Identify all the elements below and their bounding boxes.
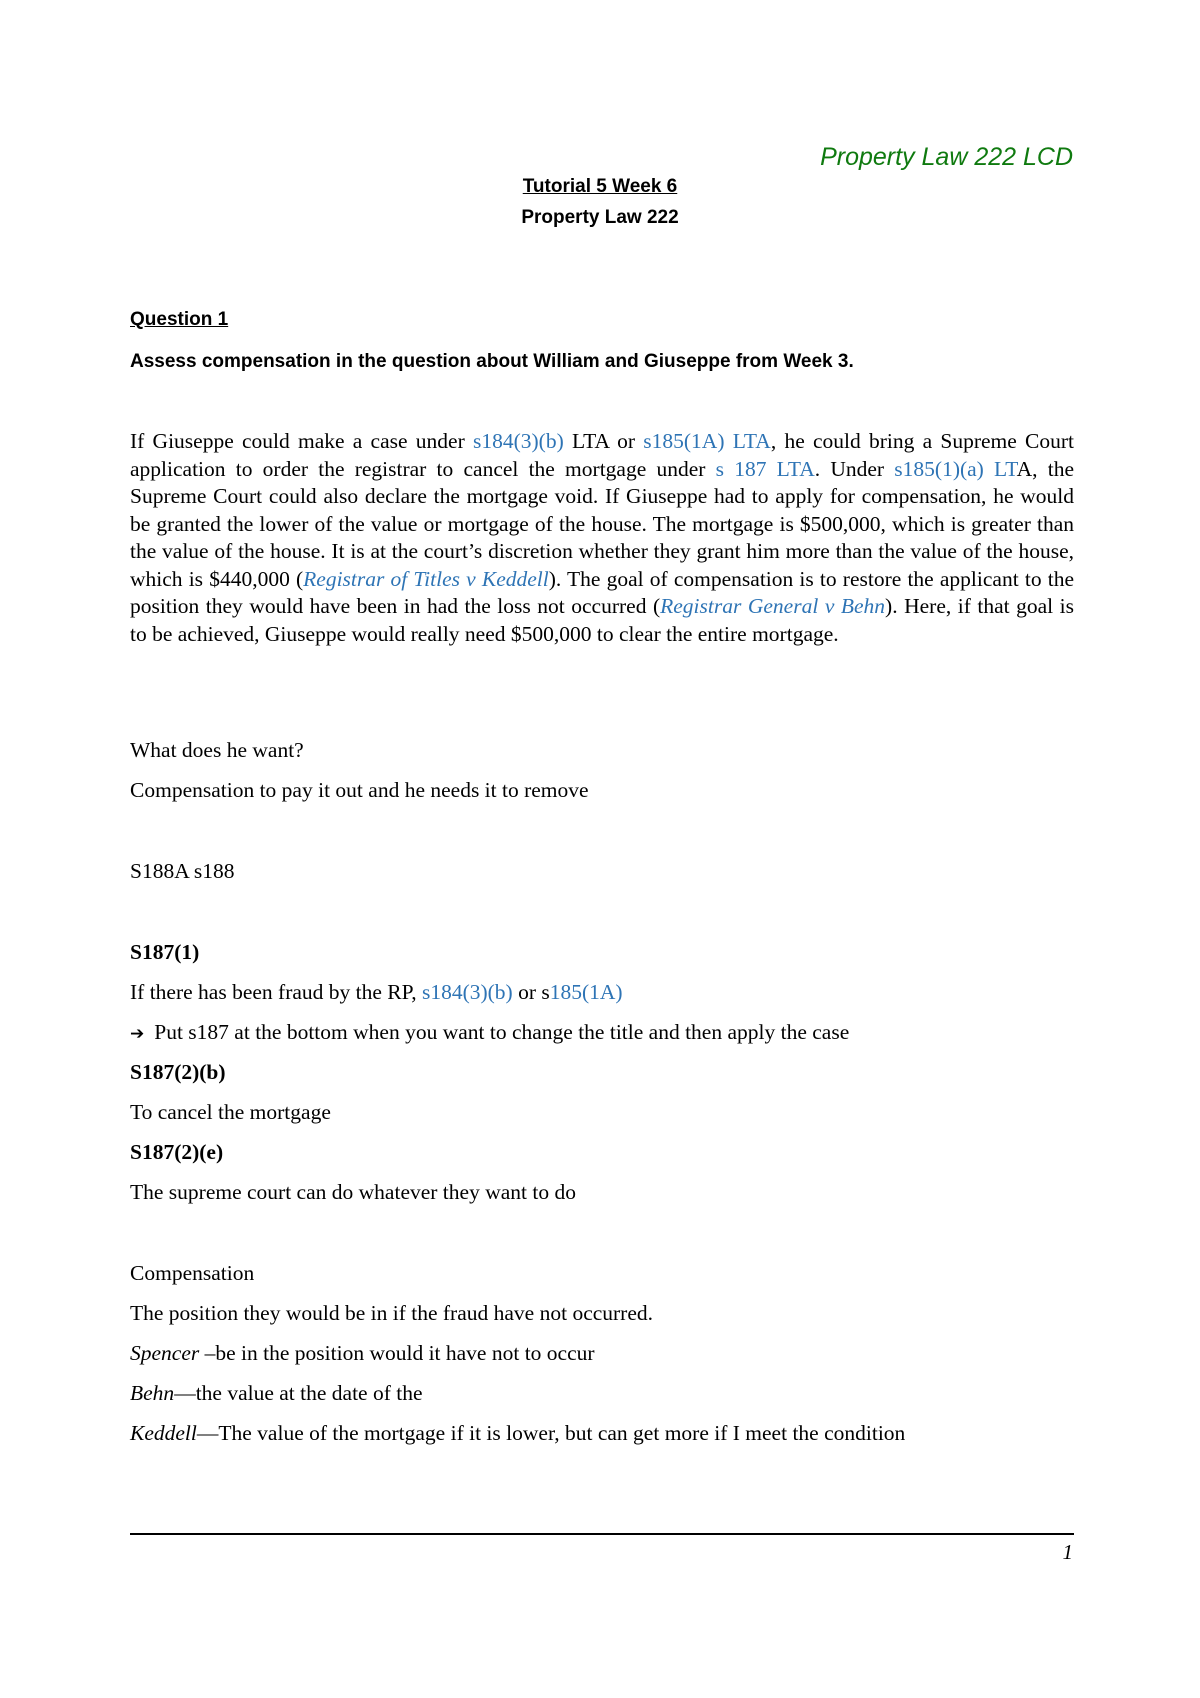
note-text: –be in the position would it have not to occur xyxy=(204,1341,595,1365)
statute-link[interactable]: s185(1A) LTA xyxy=(643,429,771,453)
case-name: Keddell xyxy=(130,1421,197,1445)
note-text: To cancel the mortgage xyxy=(130,1100,331,1124)
note-fraud xyxy=(130,980,623,1005)
question-prompt: Assess compensation in the question about William and Giuseppe from Week 3. xyxy=(130,351,854,372)
answer-text: ). Here, if that goal is to be achieved, Giuseppe would really need $500,000 to clear the entire mortgage. xyxy=(130,594,1074,646)
arrow-bullet-icon: ➔ xyxy=(130,1024,145,1044)
document-subtitle: Property Law 222 xyxy=(521,207,679,228)
answer-text: A, the Supreme Court could also declare the mortgage void. If Giuseppe had to apply for compensation, he would be granted the lower of the value or mortgage of the house. The mortgage is $500,000, which is greater than the value of the house. It is at the court’s discretion whether they grant him more than the value of the house, which is $440,000 ( xyxy=(130,456,1075,591)
case-note-spencer xyxy=(130,1341,595,1366)
answer-text: ). The goal of compensation is to restore the applicant to the position they would have been in had the loss not occurred ( xyxy=(130,566,1074,618)
statute-link[interactable]: s184(3)(b) xyxy=(421,980,513,1004)
page-number: 1 xyxy=(1062,1540,1073,1564)
case-link[interactable]: Registrar of Titles v Keddell xyxy=(303,566,549,591)
note-text: or s xyxy=(512,980,550,1004)
question-heading: Question 1 xyxy=(130,309,229,330)
section-heading-s187-2b: S187(2)(b) xyxy=(130,1060,226,1084)
compensation-heading: Compensation xyxy=(130,1261,255,1285)
note-answer: Compensation to pay it out and he needs it to remove xyxy=(130,778,589,802)
answer-text: LTA or xyxy=(563,429,644,453)
statute-link[interactable]: 185(1A) xyxy=(549,980,623,1004)
answer-text: , he could bring a Supreme Court application to order the registrar to cancel the mortgage under xyxy=(130,429,1074,481)
section-heading-s187-2e: S187(2)(e) xyxy=(130,1140,224,1164)
note-question: What does he want? xyxy=(130,738,304,762)
course-tag: Property Law 222 LCD xyxy=(820,143,1073,171)
footer-rule xyxy=(130,1533,1074,1535)
case-link[interactable]: Registrar General v Behn xyxy=(660,594,886,618)
note-text: Put s187 at the bottom when you want to change the title and then apply the case xyxy=(154,1020,850,1044)
answer-text: . Under xyxy=(814,456,895,481)
note-sections: S188A s188 xyxy=(130,859,235,883)
statute-link[interactable]: s184(3)(b) xyxy=(472,429,564,453)
note-text: —the value at the date of the xyxy=(174,1381,423,1405)
case-note-keddell xyxy=(130,1421,905,1446)
statute-link[interactable]: s185(1)(a) LT xyxy=(894,456,1017,481)
document-title: Tutorial 5 Week 6 xyxy=(522,176,678,197)
note-text: The position they would be in if the fraud have not occurred. xyxy=(130,1301,654,1325)
answer-text: If Giuseppe could make a case under xyxy=(130,429,473,453)
answer-paragraph xyxy=(130,428,1074,648)
case-name: Spencer xyxy=(130,1341,205,1365)
note-text: —The value of the mortgage if it is lower, but can get more if I meet the condition xyxy=(196,1421,906,1445)
note-bullet xyxy=(130,1020,849,1045)
section-heading-s187-1: S187(1) xyxy=(130,940,200,964)
case-name: Behn xyxy=(130,1381,175,1405)
note-text: The supreme court can do whatever they want to do xyxy=(130,1180,576,1204)
statute-link[interactable]: s 187 LTA xyxy=(715,456,815,481)
case-note-behn xyxy=(130,1381,423,1406)
note-text: If there has been fraud by the RP, xyxy=(130,980,422,1004)
